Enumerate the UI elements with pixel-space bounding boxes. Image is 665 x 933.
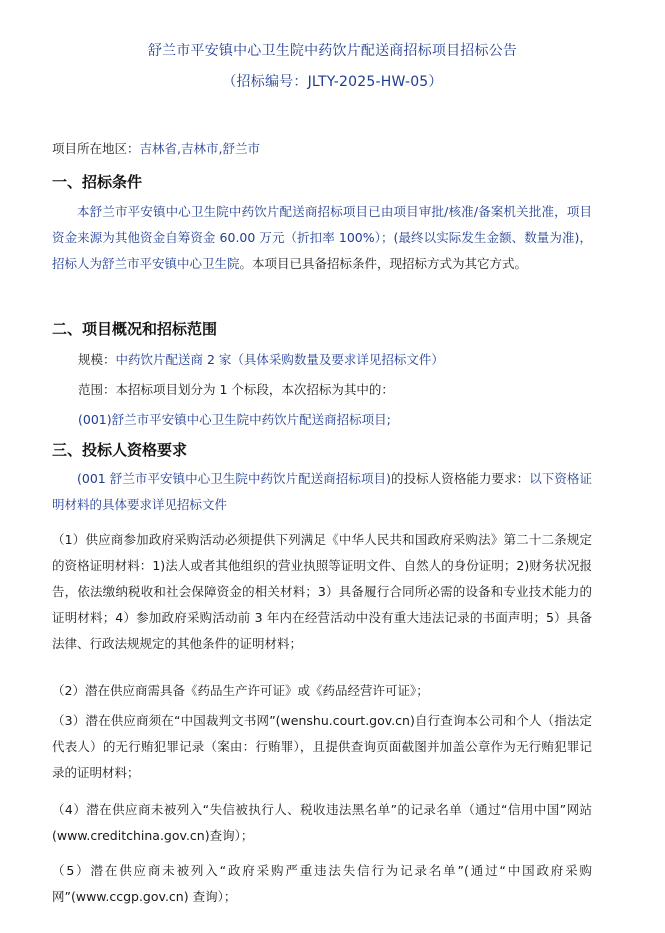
section1-text-c: 。本项目已具备招标条件，现招标方式为其它方式。 bbox=[239, 256, 528, 271]
scale-label: 规模： bbox=[78, 352, 116, 367]
section1-text-a: 本舒兰市平安镇中心卫生院中药饮片配送商招标项目已由项目审批/核准/备案机关批准，项目资金来源为 bbox=[52, 204, 592, 245]
section3-heading: 三、投标人资格要求 bbox=[52, 441, 188, 459]
lot-line: (001)舒兰市平安镇中心卫生院中药饮片配送商招标项目; bbox=[78, 412, 391, 427]
scale-value: 中药饮片配送商 2 家（具体采购数量及要求详见招标文件） bbox=[115, 352, 444, 367]
section2-heading: 二、项目概况和招标范围 bbox=[52, 320, 218, 338]
tender-code-line bbox=[0, 71, 665, 91]
project-location bbox=[52, 140, 260, 158]
fund-source: 其他资金自筹资金 60.00 万元（折扣率 100%） bbox=[114, 230, 382, 245]
qualification-item-3: （3）潜在供应商须在“中国裁判文书网”(wenshu.court.gov.cn)自行查询本公司和个人（指法定代表人）的无行贿犯罪记录（案由：行贿罪），且提供查询页面截图并加盖公章作为无行贿犯罪记录的证明材料； bbox=[52, 713, 592, 780]
location-value: 吉林省,吉林市,舒兰市 bbox=[139, 141, 260, 156]
tender-code-suffix: ） bbox=[428, 74, 443, 90]
qualification-item-5: （5）潜在供应商未被列入“政府采购严重违法失信行为记录名单”(通过“中国政府采购网”(www.ccgp.gov.cn) 查询）； bbox=[52, 863, 592, 904]
scale-line bbox=[78, 351, 444, 369]
tender-code-prefix: （招标编号： bbox=[222, 74, 308, 90]
qualification-item-2: （2）潜在供应商需具备《药品生产许可证》或《药品经营许可证》； bbox=[52, 683, 429, 698]
section3-intro-c: 以下资格证明材料的具体要求详见招标文件 bbox=[52, 471, 592, 512]
section1-paragraph bbox=[52, 199, 592, 277]
tenderer-name: 舒兰市平安镇中心卫生院 bbox=[102, 256, 240, 271]
qualification-item-1: （1）供应商参加政府采购活动必须提供下列满足《中华人民共和国政府采购法》第二十二条规定的资格证明材料：1)法人或者其他组织的营业执照等证明文件、自然人的身份证明；2)财务状况报告，依法缴纳税收和社会保障资金的相关材料；3）具备履行合同所必需的设备和专业技术能力的证明材料；4）参加政府采购活动前 3 年内在经营活动中没有重大违法记录的书面声明；5）具备法律、行政法规规定的其他条件的证明材料； bbox=[52, 532, 592, 651]
section3-intro-b: 的投标人资格能力要求： bbox=[391, 471, 530, 486]
qualification-item-4: （4）潜在供应商未被列入“失信被执行人、税收违法黑名单”的记录名单（通过“信用中国”网站(www.creditchina.gov.cn)查询）； bbox=[52, 802, 592, 843]
document-title: 舒兰市平安镇中心卫生院中药饮片配送商招标项目招标公告 bbox=[147, 43, 518, 59]
location-label: 项目所在地区： bbox=[52, 141, 140, 156]
scope-line: 范围：本招标项目划分为 1 个标段，本次招标为其中的： bbox=[78, 382, 394, 397]
section3-intro bbox=[52, 466, 592, 518]
tender-code: JLTY-2025-HW-05 bbox=[307, 74, 429, 90]
section1-heading: 一、招标条件 bbox=[52, 173, 143, 191]
section1-text-b: ；(最终以实际发生金额、数量为准)，招标人为 bbox=[52, 230, 592, 271]
section3-intro-a: (001 舒兰市平安镇中心卫生院中药饮片配送商招标项目) bbox=[77, 471, 391, 486]
